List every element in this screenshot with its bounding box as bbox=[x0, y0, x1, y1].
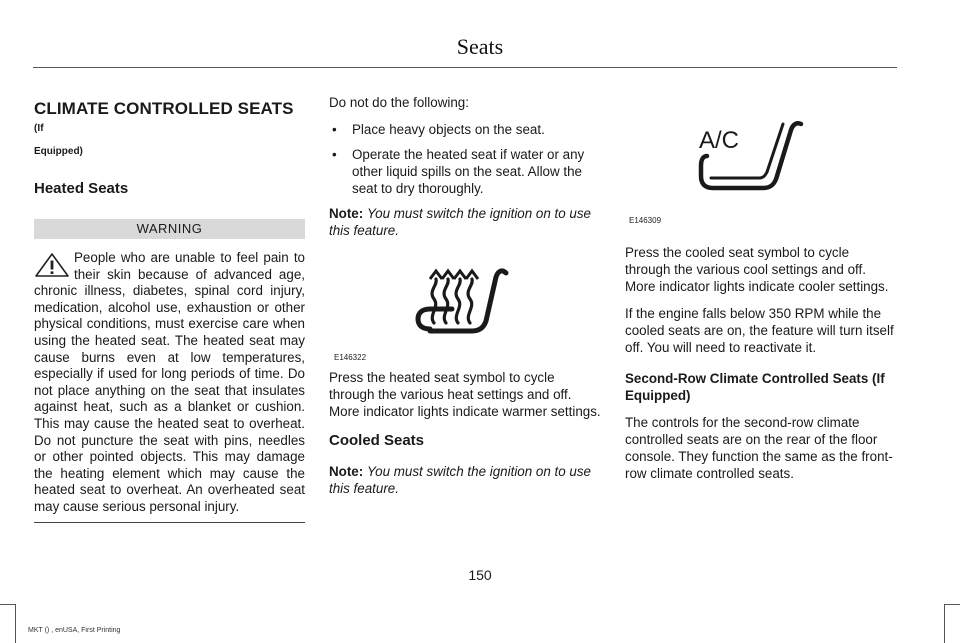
header-divider bbox=[33, 67, 897, 68]
list-item: • Place heavy objects on the seat. bbox=[329, 121, 601, 138]
note-ignition bbox=[329, 205, 601, 239]
section-heading-qualifier-cont: Equipped) bbox=[34, 146, 83, 157]
second-row-text: The controls for the second-row climate controlled seats are on the rear of the floor console. They function the same as the front-row climate controlled seats. bbox=[625, 415, 893, 481]
warning-label-box bbox=[34, 219, 305, 239]
note-label: Note: bbox=[329, 464, 364, 479]
list-item: • Operate the heated seat if water or any other liquid spills on the seat. Allow the seat to dry thoroughly. bbox=[329, 146, 601, 197]
warning-label: WARNING bbox=[136, 221, 203, 236]
warning-body bbox=[34, 250, 305, 516]
figure-code: E146309 bbox=[629, 216, 662, 225]
rpm-shutoff-text: If the engine falls below 350 RPM while the cooled seats are on, the feature will turn itself off. You will need to reactivate it. bbox=[625, 306, 894, 355]
note-text: You must switch the ignition on to use this feature. bbox=[329, 206, 592, 238]
heated-seat-icon bbox=[412, 263, 512, 353]
note-text: You must switch the ignition on to use this feature. bbox=[329, 464, 592, 496]
note-ignition-2 bbox=[329, 463, 601, 497]
cooled-seat-description: Press the cooled seat symbol to cycle through the various cool settings and off. More indicator lights indicate cooler settings. bbox=[625, 245, 889, 294]
column-right bbox=[625, 116, 897, 492]
crop-mark bbox=[944, 604, 945, 643]
page-header-title: Seats bbox=[456, 34, 504, 59]
cooled-seats-title: Cooled Seats bbox=[329, 432, 425, 449]
second-row-title: Second-Row Climate Controlled Seats (If Equipped) bbox=[625, 371, 885, 403]
print-info: MKT () , enUSA, First Printing bbox=[28, 627, 121, 634]
ac-label: A/C bbox=[699, 127, 740, 154]
figure-code: E146322 bbox=[334, 353, 367, 362]
cooled-seat-figure bbox=[625, 116, 897, 244]
crop-mark bbox=[15, 604, 16, 643]
do-not-intro: Do not do the following: bbox=[329, 95, 469, 110]
section-heading-qualifier: (If bbox=[34, 123, 44, 134]
heated-seats-title: Heated Seats bbox=[34, 180, 129, 197]
section-heading bbox=[34, 100, 305, 137]
column-middle bbox=[329, 94, 601, 507]
warning-end-rule bbox=[34, 522, 305, 523]
note-label: Note: bbox=[329, 206, 364, 221]
column-left bbox=[34, 94, 305, 523]
do-not-list bbox=[329, 121, 601, 197]
heated-seat-figure bbox=[329, 249, 601, 369]
crop-mark bbox=[0, 604, 15, 605]
warning-text: People who are unable to feel pain to their skin because of advanced age, chronic illness, diabetes, spinal cord injury, medication, alcohol use, exhaustion or other physical conditions, must exercise care when using the heated seat. The heated seat may cause burns even at low temperatures, especially if used for long periods of time. Do not place anything on the seat that insulates against heat, such as a blanket or cushion. This may cause the heated seat to overheat. Do not puncture the seat with pins, needles or other pointed objects. This may damage the heating element which may cause the heated seat to overheat. An overheated seat may cause serious personal injury. bbox=[34, 250, 305, 514]
crop-mark bbox=[945, 604, 960, 605]
cooled-seat-icon bbox=[697, 116, 807, 196]
heated-seat-description: Press the heated seat symbol to cycle through the various heat settings and off. More indicator lights indicate warmer settings. bbox=[329, 370, 601, 419]
warning-triangle-icon bbox=[34, 252, 70, 278]
page-number: 150 bbox=[468, 567, 492, 583]
section-heading-text: CLIMATE CONTROLLED SEATS bbox=[34, 99, 294, 118]
